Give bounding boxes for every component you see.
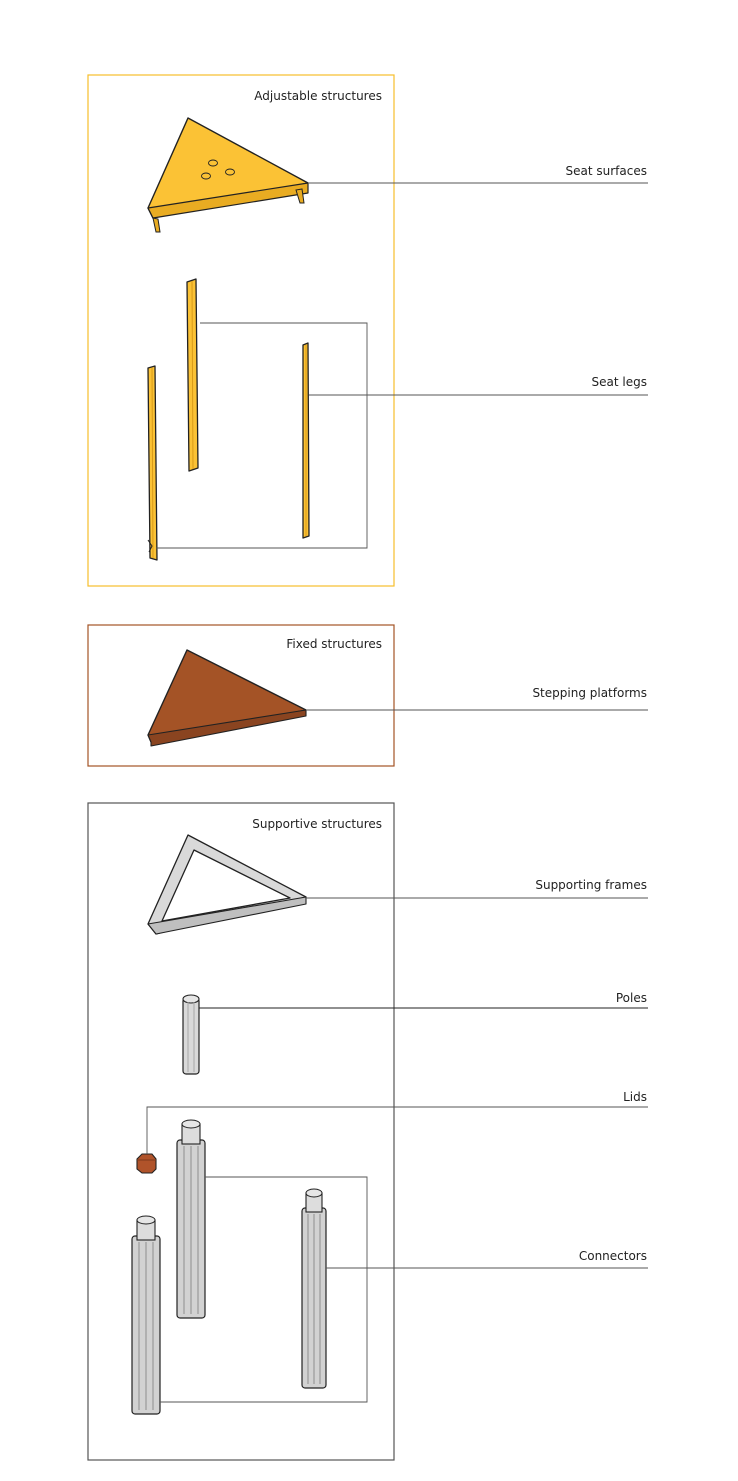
lids-leader-line — [147, 1107, 648, 1154]
seat-leg-right — [303, 343, 309, 538]
seat-legs-label: Seat legs — [591, 375, 647, 389]
supporting-frame-illustration — [148, 835, 306, 934]
connector-center — [177, 1120, 205, 1318]
supporting-frames-label: Supporting frames — [535, 878, 647, 892]
adjustable-structures-title: Adjustable structures — [254, 89, 382, 103]
connectors-label: Connectors — [578, 1249, 647, 1263]
adjustable-structures-group — [88, 75, 394, 586]
connector-right — [302, 1189, 326, 1388]
stepping-platform-illustration — [148, 650, 306, 746]
seat-surfaces-label: Seat surfaces — [565, 164, 647, 178]
seat-leg-center — [187, 279, 198, 471]
fixed-structures-title: Fixed structures — [286, 637, 382, 651]
seat-surface-illustration — [148, 118, 308, 232]
seat-leg-left — [148, 366, 157, 560]
pole-illustration — [183, 995, 199, 1074]
lid-illustration — [137, 1154, 156, 1173]
lids-label: Lids — [623, 1090, 647, 1104]
connector-left — [132, 1216, 160, 1414]
supportive-structures-title: Supportive structures — [252, 817, 382, 831]
stepping-platforms-label: Stepping platforms — [532, 686, 647, 700]
fixed-structures-group — [88, 625, 394, 766]
poles-label: Poles — [615, 991, 647, 1005]
supportive-structures-group — [88, 803, 648, 1460]
